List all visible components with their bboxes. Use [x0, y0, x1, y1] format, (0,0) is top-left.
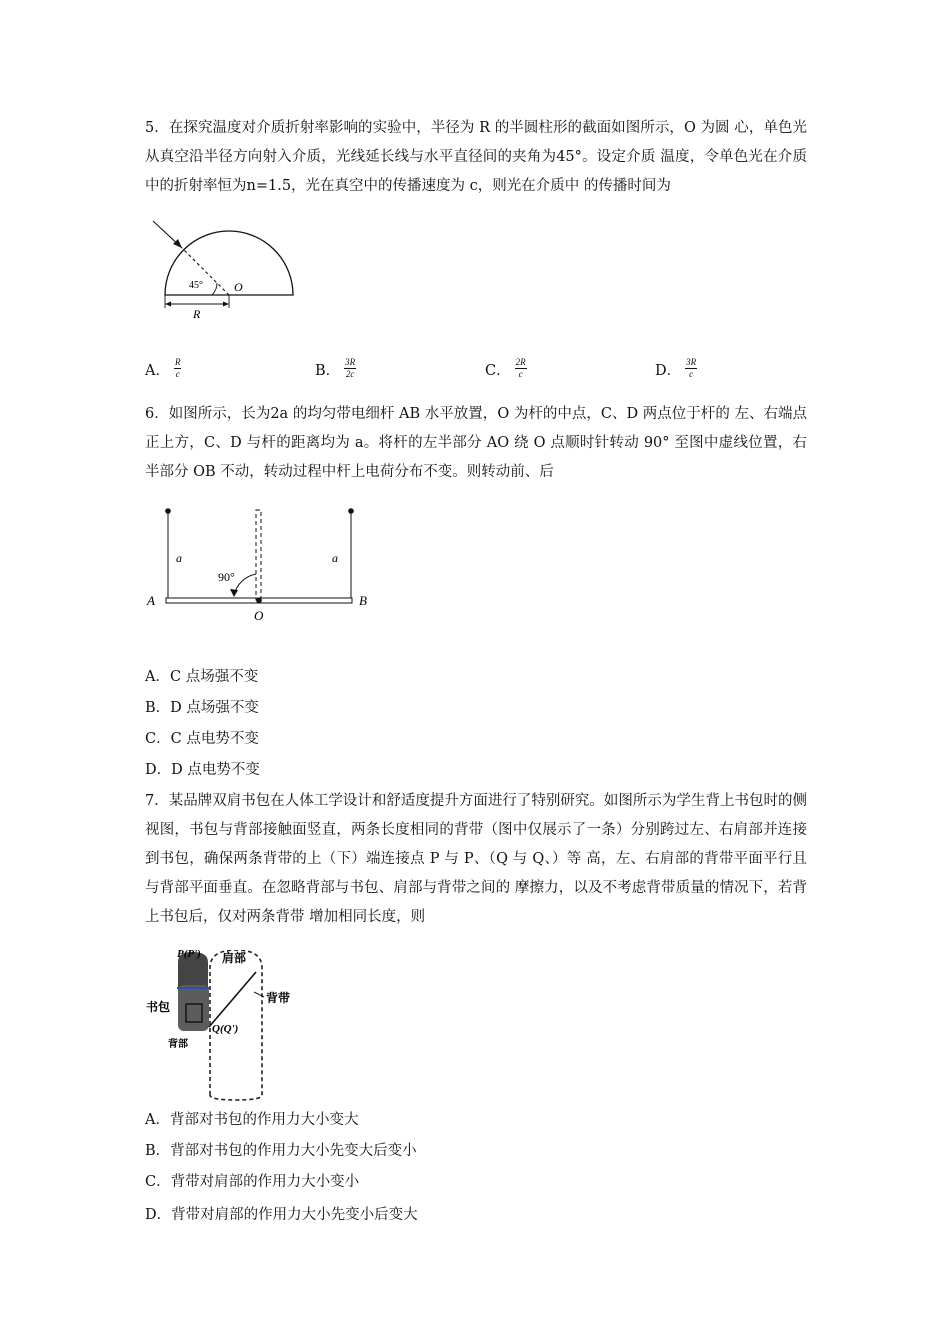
q7-p-label: P(P'): [177, 950, 201, 960]
q7-q-label: Q(Q'): [212, 1023, 239, 1035]
q6-angle-label: 90°: [218, 570, 235, 584]
q6-option-c: C．C 点电势不变: [145, 731, 259, 747]
q5-stem: 5．在探究温度对介质折射率影响的实验中，半径为 R 的半圆柱形的截面如图所示，O 为圆 心，单色光从真空沿半径方向射入介质，光线延长线与水平直径间的夹角为45°。设定介质 温度，令单色光在介质中的折射率恒为n=1.5，光在真空中的传播速度为 c，则光在介质中 的传播时间为: [145, 120, 807, 194]
q7-option-b: B．背部对书包的作用力大小先变大后变小: [145, 1143, 417, 1159]
q6-option-a: A．C 点场强不变: [145, 669, 259, 685]
q7-option-a: A．背部对书包的作用力大小变大: [145, 1112, 359, 1128]
q5-angle-label: 45°: [189, 280, 203, 291]
q7-backpack-figure: [140, 950, 320, 1105]
q7-stem: 7．某品牌双肩书包在人体工学设计和舒适度提升方面进行了特别研究。如图所示为学生背上书包时的侧视图，书包与背部接触面竖直，两条长度相同的背带（图中仅展示了一条）分别跨过左、右肩部并连接到书包，确保两条背带的上（下）端连接点 P 与 P、（Q 与 Q、）等 高，左、右肩部的背带平面平行且与背部平面垂直。在忽略背部与书包、肩部与背带之间的 摩擦力，以及不考虑背带质量的情况下，若背上书包后，仅对两条背带 增加相同长度，则: [145, 793, 807, 925]
q6-left-a-label: a: [176, 551, 182, 565]
q7-option-d: D．背带对肩部的作用力大小先变小后变大: [145, 1207, 418, 1223]
q6-label-a: A: [147, 593, 155, 608]
q5-option-d: D． $\frac{3R}{c}$: [655, 357, 697, 379]
q6-right-a-label: a: [332, 551, 338, 565]
q7-back-label: 背部: [168, 1039, 188, 1050]
q5-option-c: C． $\frac{2R}{c}$: [485, 357, 526, 379]
q7-strap-label: 背带: [266, 991, 291, 1005]
q6-label-o: O: [254, 608, 264, 623]
q7-shoulder-label: 肩部: [222, 951, 247, 965]
q6-option-d: D．D 点电势不变: [145, 762, 260, 778]
q6-stem: 6．如图所示，长为2a 的均匀带电细杆 AB 水平放置，O 为杆的中点，C、D 两点位于杆的 左、右端点正上方，C、D 与杆的距离均为 a。将杆的左半部分 AO 绕 O 点顺时针转动 90° 至图中虚线位置，右半部分 OB 不动，转动过程中杆上电荷分布不变。则转动前、后: [145, 406, 807, 480]
q5-option-b: B． $\frac{3R}{2c}$: [315, 357, 356, 379]
q5-center-label: O: [234, 280, 243, 294]
q7-option-c: C．背带对肩部的作用力大小变小: [145, 1174, 360, 1190]
q7-bag-label: 书包: [146, 1000, 171, 1014]
q6-option-b: B．D 点场强不变: [145, 700, 259, 716]
q5-radius-label: R: [193, 307, 201, 321]
q6-rod-figure: [140, 502, 380, 630]
q5-option-a: A． $\frac{R}{c}$: [145, 357, 181, 379]
q6-label-b: B: [359, 593, 367, 608]
q5-semicircle-figure: [140, 218, 300, 328]
